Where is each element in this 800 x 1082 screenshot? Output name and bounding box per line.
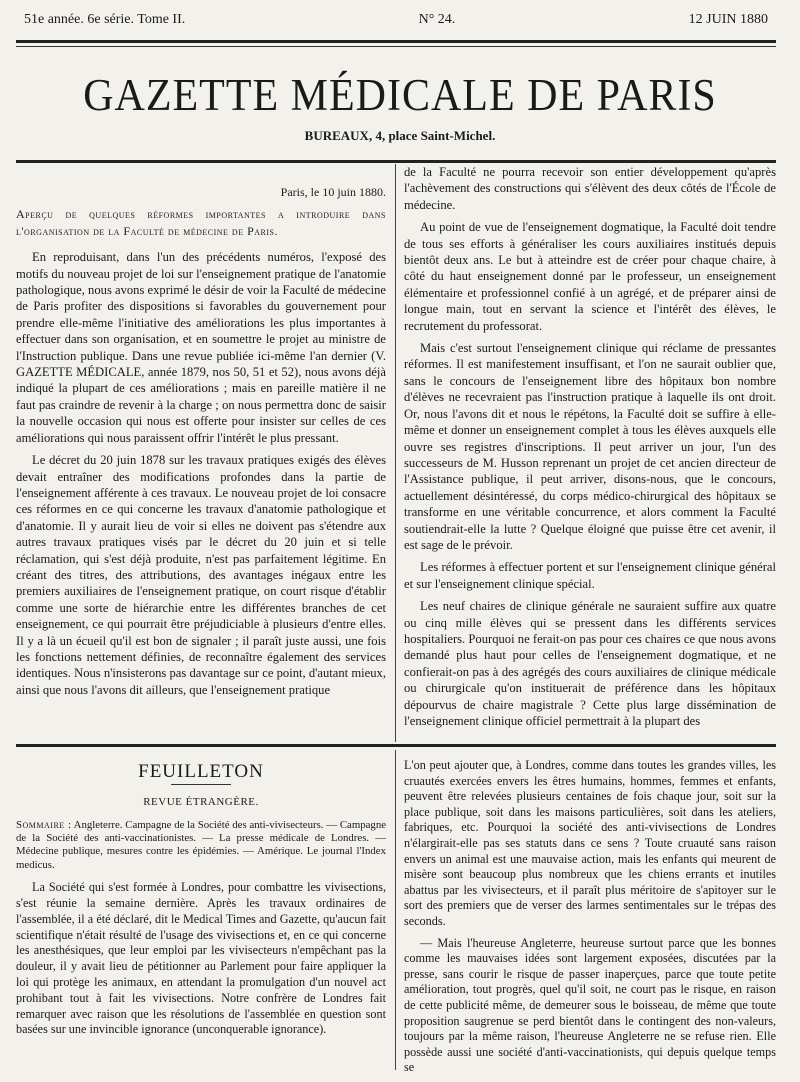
top-rule <box>16 40 776 43</box>
feuilleton-left-column <box>16 758 386 1044</box>
summary-text: Angleterre. Campagne de la Société des anti-vivisecteurs. — Campagne de la Société des anti-vaccinationistes. — La presse médicale de Londres. — Médecine publique, mesures contre les épidémies. — Amérique. Le journal l'Index medicus. <box>16 818 387 871</box>
article-left-column <box>16 184 386 704</box>
top-rule-thin <box>16 46 776 47</box>
feuilleton-paragraph: L'on peut ajouter que, à Londres, comme dans toutes les grandes villes, les cruautés exercées envers les êtres humains, hommes, femmes et enfants, peuvent être relevées plusieurs centaines de fois chaque jour, soit sur la place publique, soit dans les maisons particulières, soit dans les ateliers, fabriques, etc. Pourquoi la société des anti-vivisections de Londres n'élargirait-elle pas ses statuts dans ce sens ? Toute cruauté sans raison envers un animal est une mauvaise action, mais les enfants qui meurent de misère sont beaucoup plus nombreux que les chiens errants et inutiles abattus par les vivisecteurs, et il paraît plus méritoire de s'apitoyer sur le sort des premiers que de verser des larmes sentimentales sur le trépas des seconds. <box>404 758 776 928</box>
article-paragraph: Les neuf chaires de clinique générale ne sauraient suffire aux quatre ou cinq mille élèves qui se pressent dans les différents services hospitaliers. Pourquoi ne ferait-on pas pour ces chaires ce que nous avons demandé plus haut pour celles de l'enseignement dogmatique, et ne confierait-on pas à des agrégés des cours auxiliaires de clinique médicale ou chirurgicale qu'on instituerait de préférence dans les hôpitaux dépourvus de chaire magistrale ? Cette plus large dissémination de l'enseignement clinique officiel permettrait à la plupart des <box>404 599 776 728</box>
article-paragraph: Le décret du 20 juin 1878 sur les travaux pratiques exigés des élèves devait entraîner des modifications profondes dans la partie de l'enseignement afférente à ces travaux. Le nouveau projet de loi consacre ces réformes en ce qui concerne les travaux d'anatomie pathologique et d'anatomie. Il y aurait lieu de voir si elles ne doivent pas s'étendre aux autres travaux pratiques visés par le décret du 20 juin et si telle réclamation, qui s'est déjà produite, n'est pas parfaitement légitime. En créant des titres, des attributions, des avantages inégaux entre les premiers auxiliaires de l'enseignement pratique, on court risque d'établir comme une sorte de hiérarchie entre les différentes branches de cet enseignement, ce qui pourrait être préjudiciable à plusieurs d'entre elles. Il y a là un écueil qu'il est bon de signaler ; il paraît juste aussi, une fois les fonctions nettement définies, de reconnaître également des services identiques. Nous n'insisterons pas davantage sur ce point, d'autant mieux, ainsi que nous l'avons dit ailleurs, que l'enseignement pratique <box>16 453 386 697</box>
feuilleton-right-column <box>404 758 776 1082</box>
feuilleton-section: REVUE ÉTRANGÈRE. <box>143 795 259 808</box>
summary-label: Sommaire : <box>16 818 72 831</box>
issue-volume: 51e année. 6e série. Tome II. <box>24 12 186 27</box>
feuilleton-title-rule <box>171 784 231 785</box>
masthead-address: BUREAUX, 4, place Saint-Michel. <box>304 128 496 143</box>
masthead-bottom-rule <box>16 160 776 163</box>
feuilleton-title: FEUILLETON <box>138 761 264 782</box>
article-paragraph: Mais c'est surtout l'enseignement clinique qui réclame de pressantes réformes. Il est manifestement insuffisant, et l'on ne saurait oublier que, sans le concours de l'enseignement libre des hôpitaux bon nombre d'élèves ne recevraient pas l'instruction pratique à laquelle ils ont droit. Or, nous l'avons dit et nous le répétons, la Faculté doit se suffire à elle-même et donner un enseignement complet à tous les élèves auxquels elle ouvre ses registres d'inscriptions. Il peut arriver un jour, l'un des successeurs de M. Husson reprenant un projet de cet ancien directeur de l'Assistance publique, il peut arriver, disons-nous, que le concours, actuellement désintéressé, du corps médico-chirurgical des hôpitaux se transforme en une véritable concurrence, et alors comment la Faculté soutiendrait-elle la lutte ? Quelque éloigné que puisse être cet avenir, il est sage de le prévoir. <box>404 341 776 552</box>
issue-number: N° 24. <box>418 12 456 27</box>
feuilleton-column-divider <box>395 750 396 1070</box>
article-title: Aperçu de quelques réformes importantes a introduire dans l'organisation de la Faculté de médecine de Paris. <box>16 207 386 238</box>
article-paragraph: Les réformes à effectuer portent et sur l'enseignement clinique général et sur l'enseignement clinique spécial. <box>404 560 776 591</box>
article-right-column <box>404 164 776 735</box>
masthead-title: GAZETTE MÉDICALE DE PARIS <box>83 71 717 121</box>
feuilleton-paragraph: La Société qui s'est formée à Londres, pour combattre les vivisections, s'est réunie la semaine dernière. Après les travaux ordinaires de l'assemblée, il a été déclaré, dit le Medical Times and Gazette, qu'aucun fait scientifique n'était résulté de l'usage des vivisections et, en ce qui concerne les anesthésiques, que leur emploi par les vivisecteurs n'empêchant pas la douleur, il y avait lieu de pétitionner au Parlement pour faire appliquer la loi qui protège les animaux, en attendant la promulgation d'un nouvel act prohibant tout à fait les vivisections. Notre confrère de Londres fait remarquer avec raison que les résolutions de l'assemblée en question sont basées sur une invincible ignorance (unconquerable ignorance). <box>16 880 386 1037</box>
feuilleton-paragraph: — Mais l'heureuse Angleterre, heureuse surtout parce que les bonnes comme les mauvaises idées sont largement exposées, discutées par la presse, sans courir le risque de passer inaperçues, parce que toute petite amélioration, tout progrès, quel qu'il soit, ne court pas le risque, en raison de cette publicité même, de demeurer sous le boisseau, de même que toute proposition saugrenue se perd bientôt dans le contingent des non-valeurs, toujours par la même raison, l'heureuse Angleterre ne se refuse rien. Elle possède aussi une société d'anti-vaccinationists, qui depuis quelque temps se <box>404 935 776 1075</box>
feuilleton-top-rule <box>16 744 776 747</box>
column-divider <box>395 164 396 742</box>
article-dateline: Paris, le 10 juin 1880. <box>280 185 386 199</box>
article-paragraph: de la Faculté ne pourra recevoir son entier développement qu'après l'achèvement des constructions qui s'élèvent des deux côtés de l'École de médecine. <box>404 165 776 212</box>
article-paragraph: En reproduisant, dans l'un des précédents numéros, l'exposé des motifs du nouveau projet de loi sur l'enseignement pratique de l'anatomie pathologique, nous avons exprimé le désir de voir la Faculté de médecine de Paris profiter des dispositions si favorables du gouvernement pour prendre elle-même l'initiative des améliorations les plus importantes à effectuer dans son organisation, et en soumettre le projet au ministre de l'Instruction publique. Dans une revue publiée ici-même l'an dernier (V. GAZETTE MÉDICALE, année 1879, nos 50, 51 et 52), nous avons déjà indiqué la plupart de ces améliorations ; mais en pareille matière il ne faut pas craindre de revenir à la charge ; on nous permettra donc de saisir la nouvelle occasion qui nous est offerte pour insister sur celles de ces améliorations qui nous paraissent offrir l'intérêt le plus pressant. <box>16 250 387 445</box>
issue-date: 12 JUIN 1880 <box>688 12 768 27</box>
feuilleton-summary <box>16 819 386 873</box>
issue-header <box>24 12 768 28</box>
article-paragraph: Au point de vue de l'enseignement dogmatique, la Faculté doit tendre de tous ses efforts à généraliser les cours auxiliaires institués depuis bientôt deux ans. Le but à atteindre est de créer pour chaque chaire, à côté du haut enseignement donné par le professeur, un enseignement élémentaire et professionnel confié à un agrégé, et de préparer ainsi de longue main, tout en servant la science et l'intérêt des élèves, le recrutement du professorat. <box>404 220 776 333</box>
